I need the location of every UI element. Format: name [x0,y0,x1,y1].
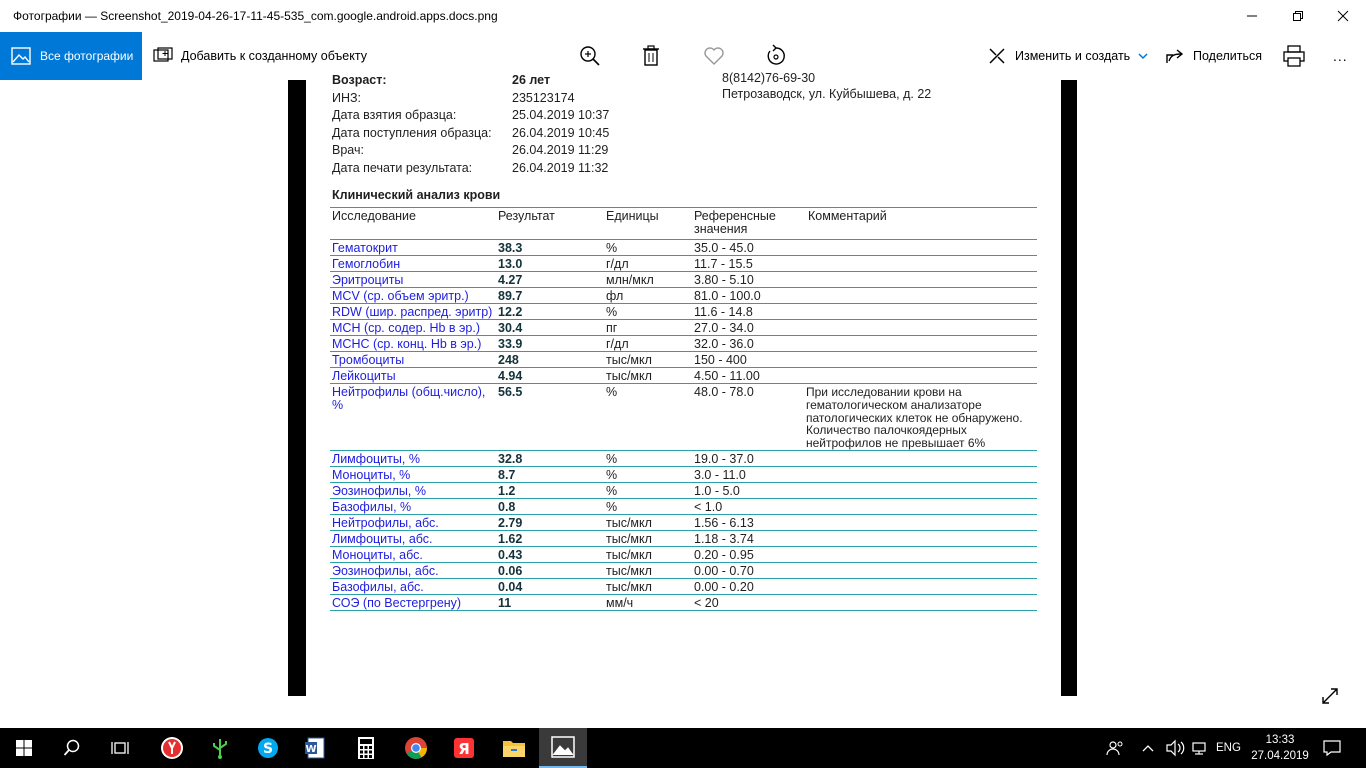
row-name: Лимфоциты, % [332,451,420,466]
row-units: мм/ч [606,595,634,610]
language-indicator[interactable] [1216,728,1241,768]
row-reference: 81.0 - 100.0 [694,289,761,303]
photo-viewer [0,71,1366,728]
taskbar-file-explorer[interactable] [490,728,538,768]
search-icon [63,739,81,757]
minimize-icon [1246,10,1258,22]
row-units: млн/мкл [606,273,654,287]
row-reference: 0.00 - 0.20 [694,579,754,594]
fullscreen-icon[interactable] [1320,686,1340,706]
doctor-label: Врач: [332,143,364,157]
taskbar-yandex-browser[interactable] [148,728,196,768]
row-result: 0.04 [498,579,523,594]
row-name: MCHC (ср. конц. Hb в эр.) [332,337,482,351]
row-comment [806,466,1037,482]
chevron-down-icon [1138,52,1148,60]
letterbox-right [1061,80,1077,696]
row-name: Лейкоциты [332,369,396,383]
print-icon[interactable] [1282,44,1306,68]
table-row [330,240,1037,256]
row-name: MCH (ср. содер. Hb в эр.) [332,321,480,335]
row-reference: 1.56 - 6.13 [694,515,754,530]
row-name: Нейтрофилы, абс. [332,515,439,530]
doctor-value: 26.04.2019 11:29 [512,143,609,157]
heart-icon[interactable] [702,44,726,68]
row-units: тыс/мкл [606,547,652,562]
row-reference: 11.6 - 14.8 [694,305,753,319]
table-row [330,466,1037,482]
row-reference: 150 - 400 [694,353,747,367]
table-row [330,546,1037,562]
row-name: Лимфоциты, абс. [332,531,433,546]
share-label: Поделиться [1193,49,1263,63]
row-reference: 1.18 - 3.74 [694,531,754,546]
table-row [330,272,1037,288]
row-comment [806,288,1037,304]
search-button[interactable] [48,728,96,768]
header-result: Результат [498,209,555,223]
row-name: Моноциты, абс. [332,547,423,562]
row-comment [806,304,1037,320]
edit-create-icon [987,46,1007,66]
taskbar-word[interactable] [292,728,340,768]
row-name: СОЭ (по Вестергрену) [332,595,462,610]
inz-label: ИНЗ: [332,91,362,105]
task-view-button[interactable] [96,728,144,768]
age-value: 26 лет [512,73,551,87]
rotate-icon[interactable] [764,44,788,68]
row-comment [806,498,1037,514]
table-row [330,562,1037,578]
row-name: Базофилы, абс. [332,579,424,594]
minimize-button[interactable] [1229,0,1275,32]
header-reference [692,208,806,240]
row-comment [806,578,1037,594]
analysis-table-body [330,240,1037,611]
row-units: % [606,483,618,498]
row-reference: 1.0 - 5.0 [694,483,740,498]
folder-icon [502,737,526,759]
row-name: Базофилы, % [332,499,412,514]
taskbar-skype[interactable] [244,728,292,768]
row-result: 0.8 [498,499,516,514]
task-view-icon [111,740,129,756]
title-bar [0,0,1366,32]
letterbox-left [288,80,306,696]
row-units: тыс/мкл [606,563,652,578]
table-row [330,514,1037,530]
row-reference: 3.80 - 5.10 [694,273,754,287]
row-comment [806,530,1037,546]
print-date-value: 26.04.2019 11:32 [512,161,609,175]
delete-icon[interactable] [639,44,663,68]
row-name: Гемоглобин [332,257,401,271]
clock-date: 27.04.2019 [1251,750,1309,762]
taskbar-usb-app[interactable] [196,728,244,768]
table-row [330,450,1037,466]
row-result: 30.4 [498,321,523,335]
row-reference: 0.20 - 0.95 [694,547,754,562]
row-units: тыс/мкл [606,369,652,383]
table-row [330,288,1037,304]
row-result: 13.0 [498,257,523,271]
people-button[interactable] [1104,728,1126,768]
row-units: тыс/мкл [606,579,652,594]
app-toolbar [0,32,1366,80]
close-icon [1337,10,1349,22]
row-units: г/дл [606,257,629,271]
row-reference: 0.00 - 0.70 [694,563,754,578]
sample-taken-value: 25.04.2019 10:37 [512,108,610,122]
header-units: Единицы [606,209,659,223]
age-label: Возраст: [332,73,387,87]
table-row [330,482,1037,498]
address: Петрозаводск, ул. Куйбышева, д. 22 [722,87,932,101]
skype-icon [256,736,280,760]
row-reference: 4.50 - 11.00 [694,369,760,383]
zoom-in-icon[interactable] [578,44,602,68]
row-comment [806,240,1037,256]
edit-create-label: Изменить и создать [1015,49,1131,63]
restore-button[interactable] [1275,0,1321,32]
people-icon [1106,740,1124,756]
row-result: 89.7 [498,289,523,303]
windows-icon [15,739,33,757]
more-button[interactable] [1333,32,1348,80]
row-comment [806,320,1037,336]
notification-icon [1323,740,1341,756]
row-result: 248 [498,353,519,367]
photos-icon [11,47,31,65]
row-reference: 19.0 - 37.0 [694,451,754,466]
row-result: 32.8 [498,451,523,466]
row-result: 2.79 [498,515,523,530]
chrome-icon [404,736,428,760]
share-button[interactable] [1165,32,1262,80]
row-result: 0.43 [498,547,523,562]
print-date-label: Дата печати результата: [332,161,473,175]
taskbar-yandex[interactable] [440,728,488,768]
row-comment [806,546,1037,562]
lab-report-document [306,71,1061,696]
row-comment [806,272,1037,288]
header-comment: Комментарий [808,209,887,223]
row-units: % [606,499,618,514]
row-result: 11 [498,595,512,610]
yandex-icon [452,736,476,760]
row-comment [806,594,1037,610]
row-name: Гематокрит [332,241,398,255]
row-comment [806,256,1037,272]
row-units: тыс/мкл [606,531,652,546]
row-units: % [606,241,618,255]
table-row [330,384,1037,451]
row-reference: < 20 [694,595,719,610]
clock[interactable] [1246,732,1314,764]
sample-received-label: Дата поступления образца: [332,126,492,140]
start-button[interactable] [0,728,48,768]
row-units: % [606,385,618,399]
row-result: 0.06 [498,563,523,578]
row-units: фл [606,289,624,303]
row-reference: 27.0 - 34.0 [694,321,754,335]
row-comment [806,450,1037,466]
share-icon [1165,47,1185,65]
row-result: 1.62 [498,531,523,546]
row-result: 56.5 [498,385,523,399]
taskbar-chrome[interactable] [392,728,440,768]
table-row [330,320,1037,336]
table-row [330,578,1037,594]
sample-taken-label: Дата взятия образца: [332,108,457,122]
row-result: 4.27 [498,273,523,287]
table-row [330,530,1037,546]
volume-icon [1165,740,1185,756]
table-row [330,304,1037,320]
table-row [330,594,1037,610]
add-object-icon [153,47,173,65]
row-name: MCV (ср. объем эритр.) [332,289,469,303]
row-units: тыс/мкл [606,353,652,367]
row-comment [806,562,1037,578]
row-reference: < 1.0 [694,499,723,514]
restore-icon [1292,10,1304,22]
taskbar [0,728,1366,768]
row-name: RDW (шир. распред. эритр) [332,305,493,319]
usb-icon [210,736,230,760]
row-result: 1.2 [498,483,516,498]
phone-partial: 8(8142)76-69-30 [722,71,816,85]
row-comment [806,514,1037,530]
table-row [330,352,1037,368]
row-comment [806,352,1037,368]
network-button[interactable] [1190,728,1210,768]
row-name: Эозинофилы, % [332,483,426,498]
row-result: 33.9 [498,337,523,351]
more-label: ... [1333,48,1348,64]
svg-text:Я: Я [458,740,470,758]
row-reference: 11.7 - 15.5 [694,257,753,271]
taskbar-photos[interactable] [539,728,587,768]
row-reference: 3.0 - 11.0 [694,467,746,482]
row-result: 8.7 [498,467,516,482]
word-icon [304,736,328,760]
volume-button[interactable] [1164,728,1186,768]
header-name: Исследование [332,209,416,223]
row-units: % [606,451,618,466]
row-units: пг [606,321,618,335]
calculator-icon [356,736,376,760]
table-header-row [330,208,1037,240]
sample-received-value: 26.04.2019 10:45 [512,126,610,140]
tray-overflow-button[interactable] [1140,728,1156,768]
chevron-up-icon [1142,744,1154,752]
table-row [330,336,1037,352]
row-name: Нейтрофилы (общ.число), % [332,385,486,412]
photos-app-icon [551,736,575,758]
yandex-browser-icon [160,736,184,760]
row-reference: 48.0 - 78.0 [694,385,754,399]
action-center-button[interactable] [1322,728,1342,768]
table-row [330,368,1037,384]
row-reference: 32.0 - 36.0 [694,337,754,351]
edit-create-button[interactable] [987,32,1148,80]
row-comment: При исследовании крови на гематологическом анализаторе патологических клеток не обнаружено. Количество палочкоядерных нейтрофилов не превышает 6% [806,385,1023,451]
row-result: 12.2 [498,305,523,319]
row-comment [806,368,1037,384]
row-comment [806,482,1037,498]
row-name: Тромбоциты [332,353,405,367]
row-name: Эритроциты [332,273,404,287]
clock-time: 13:33 [1265,734,1295,746]
row-result: 4.94 [498,369,523,383]
row-name: Моноциты, % [332,467,411,482]
all-photos-label: Все фотографии [40,49,134,63]
network-icon [1192,740,1208,756]
analysis-title: Клинический анализ крови [332,188,501,202]
row-reference: 35.0 - 45.0 [694,241,754,255]
language-label: ENG [1216,742,1241,754]
svg-text:W: W [305,744,317,755]
taskbar-calculator[interactable] [342,728,390,768]
row-result: 38.3 [498,241,523,255]
row-units: тыс/мкл [606,515,652,530]
close-button[interactable] [1320,0,1366,32]
svg-text:S: S [262,741,274,757]
inz-value: 235123174 [512,91,575,105]
row-units: % [606,305,618,319]
header-reference-line1: Референсные [694,209,776,223]
table-row [330,498,1037,514]
add-to-object-label: Добавить к созданному объекту [181,49,367,63]
analysis-table [330,207,1037,611]
all-photos-button[interactable] [0,32,142,80]
row-units: % [606,467,618,482]
row-name: Эозинофилы, абс. [332,563,439,578]
table-row [330,256,1037,272]
row-units: г/дл [606,337,629,351]
header-reference-line2: значения [694,222,748,236]
window-title: Фотографии — Screenshot_2019-04-26-17-11-45-535_com.google.android.apps.docs.png [13,9,498,23]
row-comment [806,336,1037,352]
